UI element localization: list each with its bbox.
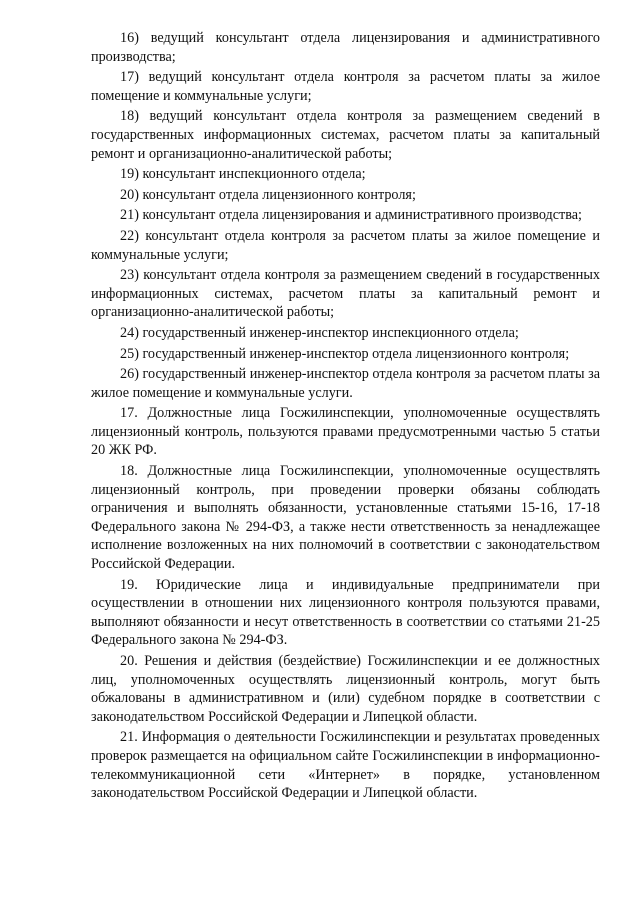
- paragraph-section-18: 18. Должностные лица Госжилинспекции, уполномоченные осуществлять лицензионный контроль, при проведении проверки обязаны соблюдать ограничения и выполнять обязанности, установленные статьями 15-16, 17-18 Федерального закона № 294-ФЗ, а также нести ответственность за ненадлежащее исполнение возложенных на них полномочий в соответствии с законодательством Российской Федерации.: [91, 463, 600, 573]
- paragraph-item-17: 17) ведущий консультант отдела контроля за расчетом платы за жилое помещение и коммунальные услуги;: [91, 69, 600, 104]
- paragraph-section-19: 19. Юридические лица и индивидуальные предприниматели при осуществлении в отношении них лицензионного контроля пользуются правами, выполняют обязанности и несут ответственность в соответствии со статьями 21-25 Федерального закона № 294-ФЗ.: [91, 576, 600, 649]
- paragraph-item-20: 20) консультант отдела лицензионного контроля;: [120, 186, 416, 203]
- paragraph-item-22: 22) консультант отдела контроля за расчетом платы за жилое помещение и коммунальные услуги;: [91, 227, 600, 263]
- paragraph-item-24: 24) государственный инженер-инспектор инспекционного отдела;: [120, 324, 519, 341]
- paragraph-section-20: 20. Решения и действия (бездействие) Госжилинспекции и ее должностных лиц, уполномоченных осуществлять лицензионный контроль, могут быть обжалованы в административном и (или) судебном порядке в соответствии с законодательством Российской Федерации и Липецкой области.: [91, 653, 600, 725]
- paragraph-item-25: 25) государственный инженер-инспектор отдела лицензионного контроля;: [120, 345, 570, 362]
- paragraph-section-21: 21. Информация о деятельности Госжилинспекции и результатах проведенных проверок размещается на официальном сайте Госжилинспекции в информационно-телекоммуникационной сети «Интернет» в порядке, установленном законодательством Российской Федерации и Липецкой области.: [91, 729, 600, 802]
- paragraph-item-16: 16) ведущий консультант отдела лицензирования и административного производства;: [91, 30, 600, 65]
- paragraph-section-17: 17. Должностные лица Госжилинспекции, уполномоченные осуществлять лицензионный контроль, пользуются правами предусмотренными частью 5 статьи 20 ЖК РФ.: [91, 405, 600, 459]
- paragraph-item-18: 18) ведущий консультант отдела контроля за размещением сведений в государственных информационных системах, расчетом платы за капитальный ремонт и организационно-аналитической работы;: [91, 108, 600, 162]
- paragraph-item-21: 21) консультант отдела лицензирования и административного производства;: [120, 207, 582, 224]
- paragraph-item-23: 23) консультант отдела контроля за размещением сведений в государственных информационных системах, расчетом платы за капитальный ремонт и организационно-аналитической работы;: [91, 267, 600, 321]
- paragraph-item-19: 19) консультант инспекционного отдела;: [120, 166, 366, 183]
- paragraph-item-26: 26) государственный инженер-инспектор отдела контроля за расчетом платы за жилое помещение и коммунальные услуги.: [91, 366, 600, 401]
